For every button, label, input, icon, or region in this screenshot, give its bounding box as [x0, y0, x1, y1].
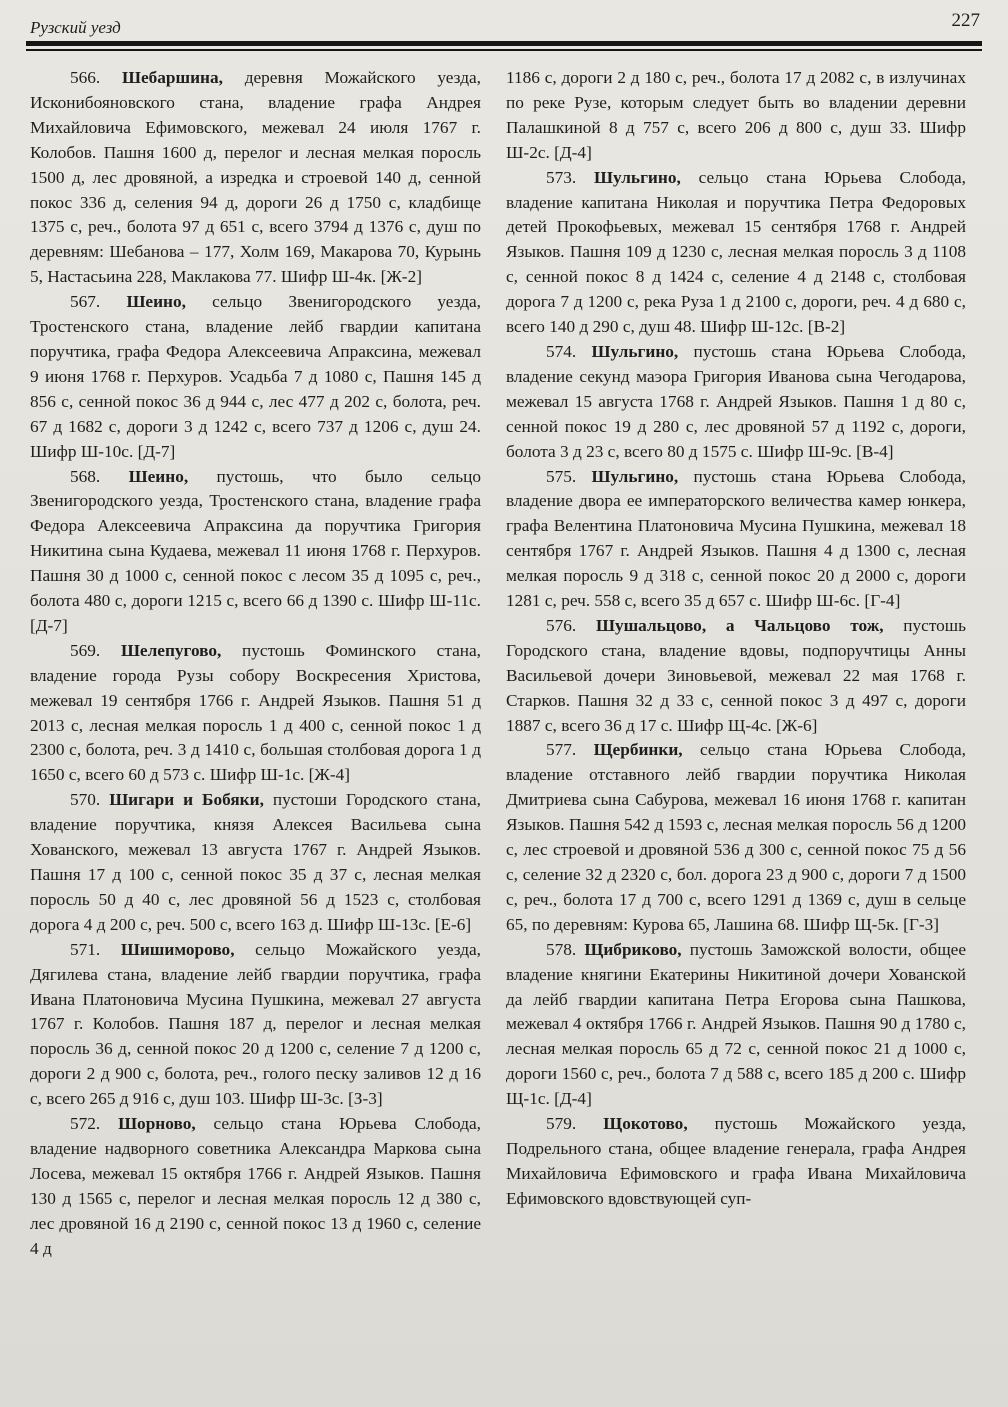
entry-number: 570. — [70, 790, 101, 810]
entry-577 — [506, 738, 966, 937]
entry-text: сельцо стана Юрьева Слобода, владение капитана Николая и поручтика Петра Федоровых детей Прокофьевых, межевал 15 сентября 1768 г. Андрей Языков. Пашня 109 д 1230 с, лесная мелкая поросль 3 д 1108 с, сенной покос 8 д 1424 с, селение 4 д 2148 с, столбовая дорога 7 д 1200 с, река Руза 1 д 2100 с, дороги, реч. 4 д 680 с, всего 140 д 290 с, душ 48. Шифр Ш-12с. [В-2] — [506, 167, 966, 337]
entry-579 — [506, 1112, 966, 1212]
entry-number: 567. — [70, 292, 101, 312]
entry-name: Шебаршина, — [121, 68, 223, 87]
entry-number: 573. — [546, 167, 577, 187]
entry-name: Шигари и Бобяки, — [109, 790, 264, 810]
entry-text: пустошь Городского стана, владение вдовы, подпоручтицы Анны Васильевой дочери Зиновьевой, межевал 22 мая 1768 г. Старков. Пашня 32 д 33 с, сенной покос 3 д 497 с, дороги 1887 с, всего 36 д 17 с. Шифр Щ-4с. [Ж-6] — [506, 615, 966, 735]
header-rule-thick — [26, 41, 982, 46]
entry-name: Шишиморово, — [120, 939, 235, 959]
entry-576 — [506, 614, 966, 739]
entry-number: 571. — [70, 939, 101, 959]
entry-name: Щибриково, — [584, 939, 682, 959]
entry-number: 568. — [70, 466, 101, 486]
entry-text: сельцо стана Юрьева Слобода, владение надворного советника Александра Маркова сына Лосева, межевал 15 октября 1766 г. Андрей Языков. Пашня 130 д 1565 с, перелог и лесная мелкая поросль 12 д 380 с, лес дровяной 16 д 2190 с, сенной покос 13 д 1960 с, селение 4 д — [30, 1114, 481, 1258]
entry-text: пустошь стана Юрьева Слобода, владение секунд маэора Григория Иванова сына Чегодарова, межевал 15 августа 1768 г. Андрей Языков. Пашня 1 д 80 с, сенной покос 19 д 280 с, лес дровяной 57 д 1192 с, дороги, болота 3 д 23 с, всего 80 д 1575 с. Шифр Ш-9с. [В-4] — [506, 341, 966, 461]
entry-number: 579. — [546, 1114, 577, 1134]
header-rule-thin — [26, 49, 982, 51]
entry-name: Шульгино, — [594, 167, 681, 187]
entry-567 — [30, 290, 481, 464]
entry-text: пустошь Фоминского стана, владение города Рузы собору Воскресения Христова, межевал 19 сентября 1766 г. Андрей Языков. Пашня 51 д 2013 с, лесная мелкая поросль 1 д 400 с, сенной покос 1 д 2300 с, болота, реч. 3 д 1410 с, большая столбовая дорога 1 д 1650 с, всего 60 д 573 с. Шифр Ш-1с. [Ж-4] — [30, 640, 481, 785]
entry-name: Шульгино, — [591, 341, 679, 361]
page-number: 227 — [951, 10, 980, 31]
entry-574 — [506, 340, 966, 465]
entry-number: 577. — [546, 740, 577, 760]
entry-text: пустоши Городского стана, владение поручтика, князя Алексея Васильева сына Хованского, межевал 13 августа 1767 г. Андрей Языков. Пашня 17 д 100 с, сенной покос 35 д 37 с, лесная мелкая поросль 50 д 40 с, лес дровяной 56 д 1523 с, столбовая дорога 4 д 200 с, реч. 500 с, всего 163 д. Шифр Ш-13с. [Е-6] — [30, 790, 481, 934]
entry-text: сельцо Звенигородского уезда, Тростенского стана, владение лейб гвардии капитана поручтика, графа Федора Алексеевича Апраксина, межевал 9 июня 1768 г. Перхуров. Усадьба 7 д 1080 с, Пашня 145 д 856 с, сенной покос 36 д 944 с, лес 477 д 202 с, болота, реч. 67 д 1682 с, дороги 3 д 1242 с, всего 737 д 1206 с, душ 24. Шифр Ш-10с. [Д-7] — [30, 292, 481, 461]
entry-name: Щокотово, — [603, 1114, 688, 1134]
entry-number: 572. — [70, 1114, 101, 1134]
entry-text: пустошь, что было сельцо Звенигородского уезда, Тростенского стана, владение графа Федора Алексеевича Апраксина да поручтика Григория Никитина сына Кудаева, межевал 11 июня 1768 г. Перхуров. Пашня 30 д 1000 с, сенной покос с лесом 35 д 1095 с, реч., болота 480 с, дороги 1215 с, всего 66 д 1390 с. Шифр Ш-11с. [Д-7] — [30, 466, 481, 635]
entry-575 — [506, 465, 966, 614]
entry-number: 576. — [546, 615, 577, 635]
entry-number: 566. — [70, 68, 101, 87]
entry-name: Шеино, — [126, 292, 186, 312]
entry-number: 578. — [546, 939, 577, 959]
entry-name: Шелепугово, — [120, 640, 222, 660]
entry-571 — [30, 938, 481, 1112]
entry-number: 575. — [546, 466, 577, 486]
entry-number: 569. — [70, 640, 101, 660]
entry-text: сельцо Можайского уезда, Дягилева стана, владение лейб гвардии поручтика, графа Ивана Платоновича Мусина Пушкина, межевал 27 августа 1767 г. Колобов. Пашня 187 д, перелог и лесная мелкая поросль 36 д, сенной покос 20 д 1200 с, селение 7 д 1200 с, дороги 2 д 900 с, болота, реч., голого песку заливов 12 д 16 с, всего 265 д 916 с, душ 103. Шифр Ш-3с. [З-3] — [30, 939, 481, 1109]
entry-text: пустошь Заможской волости, общее владение княгини Екатерины Никитиной дочери Хованской да лейб гвардии капитана Петра Егорова сына Пашкова, межевал 4 октября 1766 г. Андрей Языков. Пашня 90 д 1780 с, лесная мелкая поросль 65 д 72 с, сенной покос 21 д 1000 с, дороги 1560 с, реч., болота 7 д 588 с, всего 185 д 200 с. Шифр Щ-1с. [Д-4] — [506, 939, 966, 1109]
left-column — [30, 66, 481, 1262]
entry-name: Шушальцово, а Чальцово тож, — [595, 615, 884, 635]
right-column — [506, 66, 966, 1212]
entry-name: Щербинки, — [593, 740, 683, 760]
running-head: Рузский уезд — [30, 18, 121, 37]
entry-578 — [506, 938, 966, 1112]
entry-569 — [30, 639, 481, 788]
entry-number: 574. — [546, 341, 577, 361]
entry-text: сельцо стана Юрьева Слобода, владение отставного лейб гвардии поручтика Николая Дмитриева сына Сабурова, межевал 16 июня 1768 г. капитан Языков. Пашня 542 д 1593 с, лесная мелкая поросль 56 д 1200 с, лес строевой и дровяной 536 д 300 с, сенной покос 75 д 56 с, селение 32 д 2320 с, бол. дорога 23 д 900 с, дороги 7 д 1500 с, реч., болота 17 д 700 с, всего 1291 д 1369 с, душ в сельце 65, по деревням: Курова 65, Лашина 68. Шифр Щ-5к. [Г-3] — [506, 740, 966, 934]
entry-568 — [30, 465, 481, 639]
entry-text: деревня Можайского уезда, Исконибояновского стана, владение графа Андрея Михайловича Ефимовского, межевал 24 июля 1767 г. Колобов. Пашня 1600 д, перелог и лесная мелкая поросль 1500 д, лес дровяной, а изредка и строевой 140 д, сенной покос 336 д, селения 94 д, дороги 26 д 1750 с, кладбище 1375 с, реч., болота 97 д 651 с, всего 3794 д 1376 с, душ по деревням: Шебанова – 177, Холм 169, Макарова 70, Курынь 5, Настасьина 228, Маклакова 77. Шифр Ш-4к. [Ж-2] — [30, 68, 481, 287]
entry-566 — [30, 66, 481, 290]
entry-572-continuation: 1186 с, дороги 2 д 180 с, реч., болота 17 д 2082 с, в излучинах по реке Рузе, которым следует быть во владении деревни Палашкиной 8 д 757 с, всего 206 д 800 с, душ 33. Шифр Ш-2с. [Д-4] — [506, 68, 966, 162]
entry-name: Шеино, — [128, 466, 189, 486]
entry-text: пустошь стана Юрьева Слобода, владение двора ее императорского величества камер юнкера, графа Велентина Платоновича Мусина Пушкина, межевал 18 сентября 1767 г. Андрей Языков. Пашня 4 д 1300 с, лесная мелкая поросль 9 д 318 с, сенной покос 20 д 2000 с, дороги 1281 с, реч. 558 с, всего 35 д 657 с. Шифр Ш-6с. [Г-4] — [506, 466, 966, 611]
entry-name: Шорново, — [118, 1114, 196, 1134]
entry-name: Шульгино, — [591, 466, 679, 486]
entry-570 — [30, 788, 481, 937]
entry-572 — [30, 1112, 481, 1261]
entry-text: пустошь Можайского уезда, Подрельного стана, общее владение генерала, графа Андрея Михайловича Ефимовского и графа Ивана Михайловича Ефимовского вдовствующей суп- — [506, 1114, 966, 1208]
entry-573 — [506, 166, 966, 340]
